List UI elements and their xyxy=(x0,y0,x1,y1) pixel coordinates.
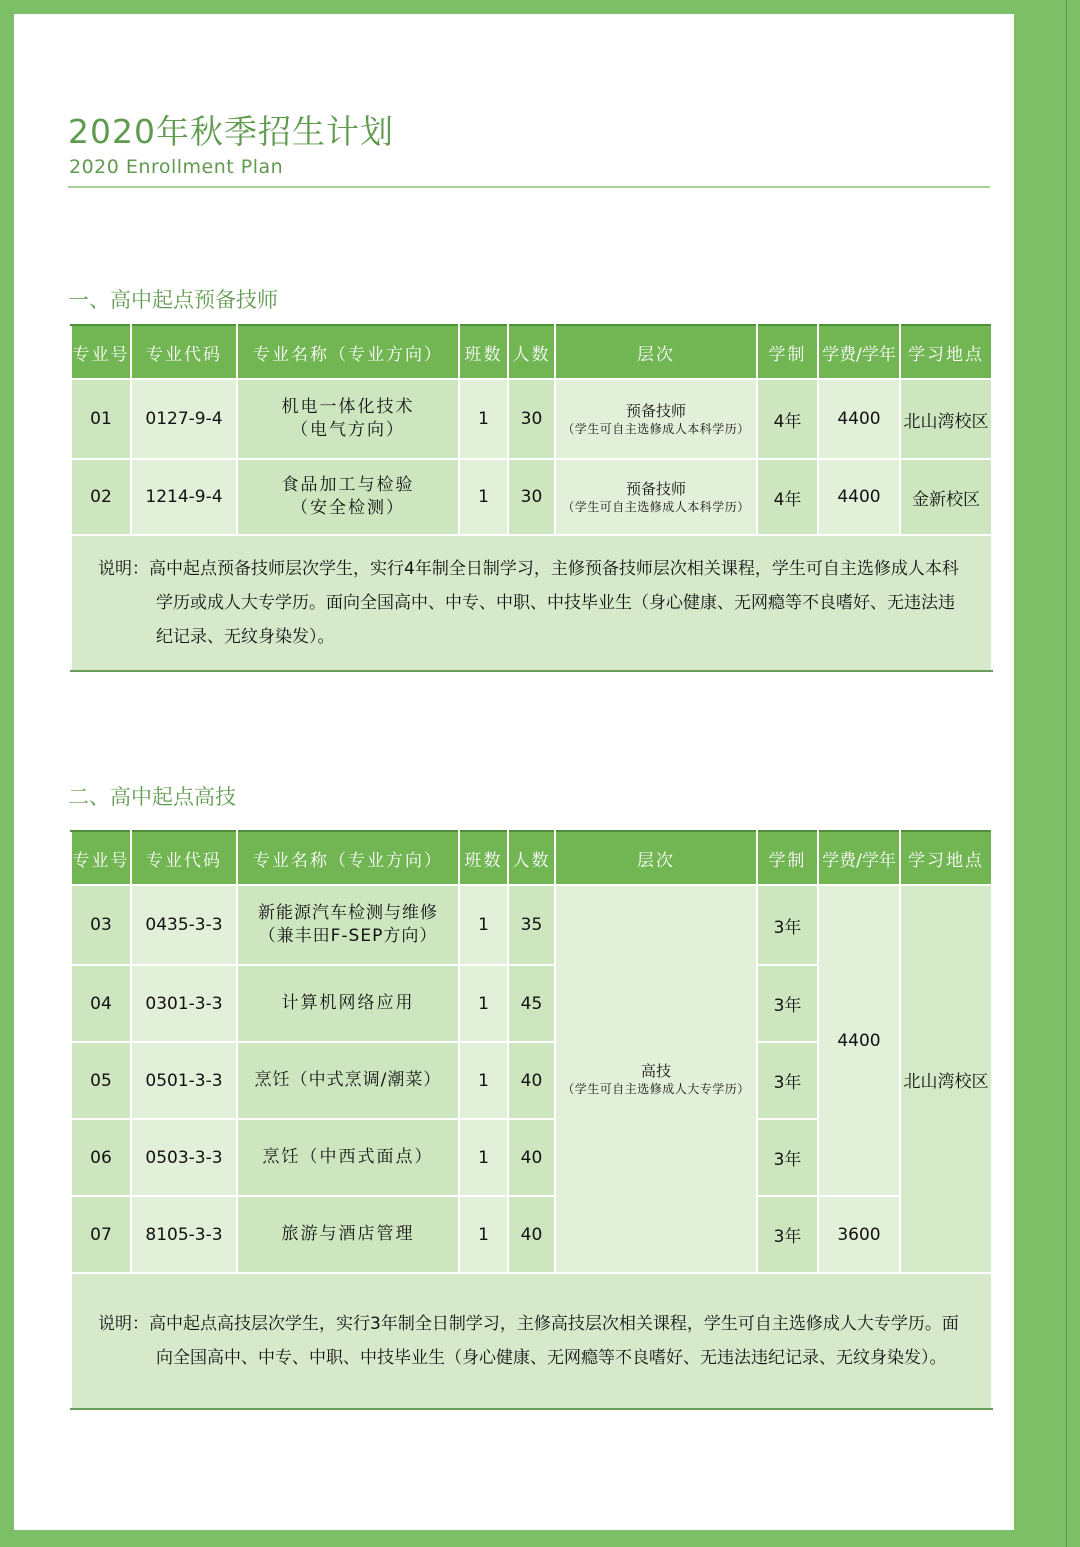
row-name-main: 食品加工与检验 xyxy=(281,475,415,495)
row-people: 40 xyxy=(508,1119,555,1196)
row-years: 4年 xyxy=(757,379,818,459)
row-name-sub: （电气方向） xyxy=(291,420,405,440)
page-subtitle: 2020 Enrollment Plan xyxy=(69,156,284,178)
row-code: 0127-9-4 xyxy=(131,379,237,459)
row-classes: 1 xyxy=(459,459,508,535)
row-no: 06 xyxy=(71,1119,131,1196)
row-people: 35 xyxy=(508,885,555,965)
row-level xyxy=(555,459,757,535)
row-code: 0301-3-3 xyxy=(131,965,237,1042)
row-campus: 金新校区 xyxy=(900,459,992,535)
row-name: 烹饪（中式烹调/潮菜） xyxy=(237,1042,459,1119)
header-fee: 学费/学年 xyxy=(818,831,900,885)
header-campus: 学习地点 xyxy=(900,325,992,379)
row-classes: 1 xyxy=(459,885,508,965)
campus-merged-cell: 北山湾校区 xyxy=(900,885,992,1273)
header-no: 专业号 xyxy=(71,325,131,379)
header-code: 专业代码 xyxy=(131,325,237,379)
row-level-main: 预备技师 xyxy=(625,479,686,498)
row-name: 计算机网络应用 xyxy=(237,965,459,1042)
row-name xyxy=(237,379,459,459)
level-note: （学生可自主选修成人大专学历） xyxy=(562,1081,750,1096)
row-classes: 1 xyxy=(459,1042,508,1119)
table-header-row xyxy=(71,325,992,379)
table-header-row xyxy=(71,831,992,885)
header-name: 专业名称（专业方向） xyxy=(237,831,459,885)
section2-title: 二、高中起点高技 xyxy=(68,785,236,809)
header-code: 专业代码 xyxy=(131,831,237,885)
row-classes: 1 xyxy=(459,965,508,1042)
row-people: 30 xyxy=(508,459,555,535)
row-no: 05 xyxy=(71,1042,131,1119)
title-divider xyxy=(68,186,990,188)
row-code: 0435-3-3 xyxy=(131,885,237,965)
row-no: 07 xyxy=(71,1196,131,1273)
page-title: 2020年秋季招生计划 xyxy=(68,112,394,151)
header-name: 专业名称（专业方向） xyxy=(237,325,459,379)
row-name: 旅游与酒店管理 xyxy=(237,1196,459,1273)
note-row xyxy=(71,1273,992,1409)
row-code: 0501-3-3 xyxy=(131,1042,237,1119)
row-people: 30 xyxy=(508,379,555,459)
row-name-main: 新能源汽车检测与维修 xyxy=(258,903,438,923)
row-classes: 1 xyxy=(459,379,508,459)
header-classes: 班数 xyxy=(459,325,508,379)
row-people: 40 xyxy=(508,1042,555,1119)
table-row xyxy=(71,885,992,965)
table-row xyxy=(71,459,992,535)
row-name-main: 机电一体化技术 xyxy=(281,397,415,417)
header-years: 学制 xyxy=(757,325,818,379)
row-people: 40 xyxy=(508,1196,555,1273)
row-campus: 北山湾校区 xyxy=(900,379,992,459)
row-no: 04 xyxy=(71,965,131,1042)
row-years: 3年 xyxy=(757,1042,818,1119)
row-no: 03 xyxy=(71,885,131,965)
section1-note-cell xyxy=(71,535,992,671)
header-people: 人数 xyxy=(508,831,555,885)
table-row xyxy=(71,379,992,459)
level-main: 高技 xyxy=(640,1061,671,1080)
row-code: 0503-3-3 xyxy=(131,1119,237,1196)
row-years: 3年 xyxy=(757,1196,818,1273)
row-fee: 4400 xyxy=(818,379,900,459)
row-people: 45 xyxy=(508,965,555,1042)
header-level: 层次 xyxy=(555,831,757,885)
row-name: 烹饪（中西式面点） xyxy=(237,1119,459,1196)
header-years: 学制 xyxy=(757,831,818,885)
row-no: 01 xyxy=(71,379,131,459)
row-level-note: （学生可自主选修成人本科学历） xyxy=(562,499,750,514)
header-level: 层次 xyxy=(555,325,757,379)
row-name xyxy=(237,459,459,535)
row-years: 3年 xyxy=(757,1119,818,1196)
row-name-sub: （兼丰田F-SEP方向） xyxy=(258,926,438,946)
table-row xyxy=(71,1196,992,1273)
header-no: 专业号 xyxy=(71,831,131,885)
header-fee: 学费/学年 xyxy=(818,325,900,379)
row-years: 4年 xyxy=(757,459,818,535)
header-campus: 学习地点 xyxy=(900,831,992,885)
section1-title: 一、高中起点预备技师 xyxy=(68,288,278,312)
row-years: 3年 xyxy=(757,885,818,965)
section2-note: 说明：高中起点高技层次学生，实行3年制全日制学习，主修高技层次相关课程，学生可自主选修成人大专学历。面向全国高中、中专、中职、中技毕业生（身心健康、无网瘾等不良嗜好、无违法违纪记录、无纹身染发）。 xyxy=(98,1314,959,1368)
section1-note: 说明：高中起点预备技师层次学生，实行4年制全日制学习，主修预备技师层次相关课程，学生可自主选修成人本科学历或成人大专学历。面向全国高中、中专、中职、中技毕业生（身心健康、无网瘾等不良嗜好、无违法违纪记录、无纹身染发）。 xyxy=(98,559,959,647)
fee-merged-cell: 4400 xyxy=(818,885,900,1196)
row-years: 3年 xyxy=(757,965,818,1042)
section1-table xyxy=(70,324,993,672)
row-fee: 4400 xyxy=(818,459,900,535)
row-classes: 1 xyxy=(459,1196,508,1273)
row-classes: 1 xyxy=(459,1119,508,1196)
row-name-sub: （安全检测） xyxy=(291,498,405,518)
row-level xyxy=(555,379,757,459)
fee-cell-bottom: 3600 xyxy=(818,1196,900,1273)
brochure-page xyxy=(14,14,1014,1530)
level-merged-cell xyxy=(555,885,757,1273)
header-people: 人数 xyxy=(508,325,555,379)
header-classes: 班数 xyxy=(459,831,508,885)
row-name xyxy=(237,885,459,965)
page-edge-line xyxy=(1066,0,1067,1547)
section2-note-cell xyxy=(71,1273,992,1409)
row-level-note: （学生可自主选修成人本科学历） xyxy=(562,421,750,436)
note-row xyxy=(71,535,992,671)
row-code: 1214-9-4 xyxy=(131,459,237,535)
section2-table xyxy=(70,830,993,1410)
row-code: 8105-3-3 xyxy=(131,1196,237,1273)
row-no: 02 xyxy=(71,459,131,535)
row-level-main: 预备技师 xyxy=(625,401,686,420)
